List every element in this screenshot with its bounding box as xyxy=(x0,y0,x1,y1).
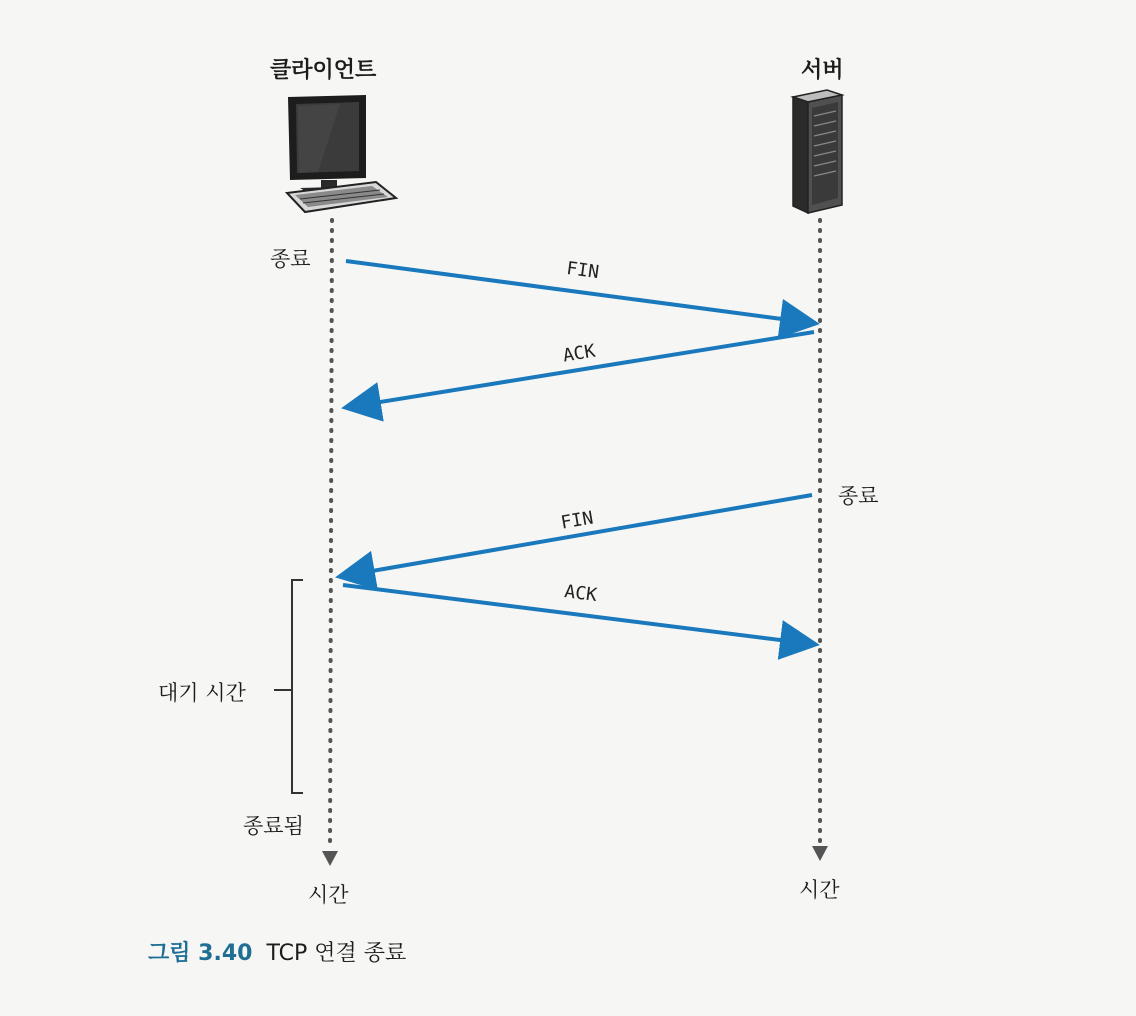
wait-time-bracket xyxy=(292,580,303,793)
computer-icon xyxy=(287,95,396,212)
message-label: FIN xyxy=(565,257,601,284)
closed-label: 종료됨 xyxy=(243,814,304,838)
message-label: ACK xyxy=(561,340,597,367)
server-close-label: 종료 xyxy=(838,484,879,508)
fin-arrow-server-to-client xyxy=(343,495,812,576)
client-timeline-arrowhead xyxy=(322,851,338,866)
client-time-label: 시간 xyxy=(308,883,349,907)
caption-text: TCP 연결 종료 xyxy=(266,941,407,966)
server-icon xyxy=(793,90,842,213)
figure-caption xyxy=(148,936,406,967)
client-label: 클라이언트 xyxy=(270,58,377,83)
server-label: 서버 xyxy=(801,58,844,83)
client-timeline xyxy=(330,220,332,848)
wait-time-label: 대기 시간 xyxy=(158,681,246,705)
message-label: ACK xyxy=(563,581,599,606)
server-time-label: 시간 xyxy=(799,878,840,902)
message-label: FIN xyxy=(559,507,595,534)
client-close-label: 종료 xyxy=(270,247,311,271)
server-timeline-arrowhead xyxy=(812,846,828,861)
caption-number: 그림 3.40 xyxy=(148,941,253,966)
